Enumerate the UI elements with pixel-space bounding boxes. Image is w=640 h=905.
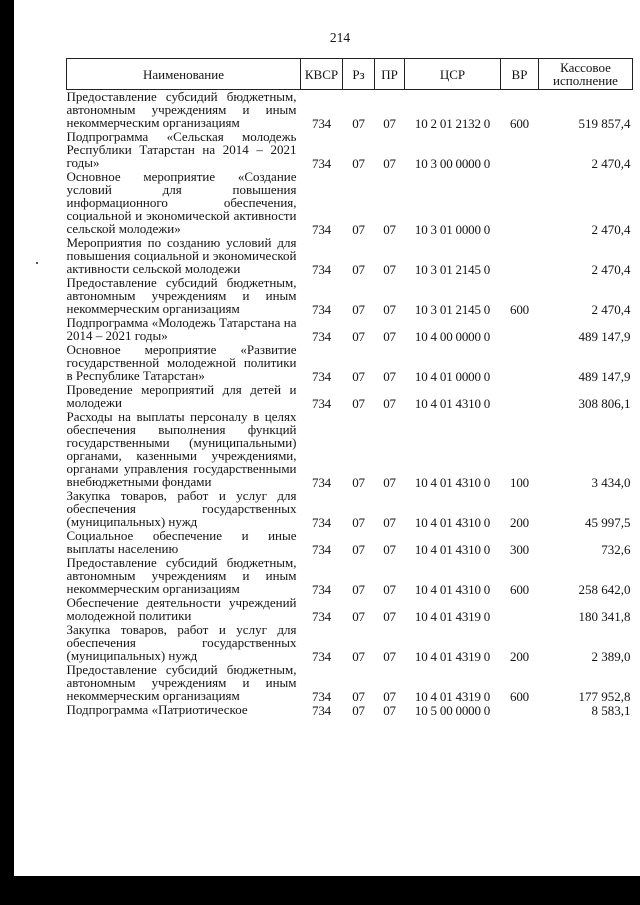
row-amount: 2 389,0 (591, 649, 631, 664)
table-header (67, 59, 633, 90)
row-kvsr: 734 (312, 582, 331, 597)
row-amount: 258 642,0 (578, 582, 631, 597)
row-kvsr: 734 (312, 262, 331, 277)
row-pr: 07 (383, 515, 396, 530)
row-kvsr: 734 (312, 116, 331, 131)
row-rz: 07 (352, 396, 365, 411)
budget-table (66, 58, 633, 717)
page-number: 214 (329, 30, 351, 45)
row-pr: 07 (383, 222, 396, 237)
row-csr: 10 4 01 4319 0 (414, 609, 491, 624)
row-rz: 07 (352, 222, 365, 237)
row-vr: 600 (510, 689, 529, 704)
row-vr: 200 (510, 649, 529, 664)
row-vr (501, 316, 539, 343)
row-vr: 600 (510, 116, 529, 131)
row-name: Обеспечение деятельности учреждений молодежной политики (66, 595, 297, 623)
row-csr: 10 3 01 2145 0 (414, 302, 491, 317)
row-csr: 10 3 01 0000 0 (414, 222, 491, 237)
row-vr (501, 130, 539, 170)
table-row (67, 596, 633, 623)
row-amount: 308 806,1 (578, 396, 631, 411)
row-kvsr: 734 (312, 649, 331, 664)
row-kvsr: 734 (312, 689, 331, 704)
row-name: Расходы на выплаты персоналу в целях обеспечения выполнения функций государственными (муниципальными) органами, казенными учреждениями, органами управления государственными внебюджетными фондами (66, 409, 297, 489)
row-rz: 07 (352, 156, 365, 171)
row-pr: 07 (383, 396, 396, 411)
row-amount: 3 434,0 (591, 475, 631, 490)
header-name: Наименование (67, 59, 301, 90)
row-amount: 2 470,4 (591, 302, 631, 317)
row-rz: 07 (352, 302, 365, 317)
scan-border-bottom (0, 876, 640, 905)
row-pr: 07 (383, 542, 396, 557)
row-pr: 07 (383, 116, 396, 131)
table-row (67, 556, 633, 596)
row-vr (501, 343, 539, 383)
row-name: Социальное обеспечение и иные выплаты населению (66, 528, 297, 556)
row-name: Предоставление субсидий бюджетным, автономным учреждениям и иным некоммерческим организациям (66, 662, 297, 703)
row-pr: 07 (383, 609, 396, 624)
table-row (67, 343, 633, 383)
row-pr: 07 (383, 369, 396, 384)
row-kvsr: 734 (312, 156, 331, 171)
row-amount: 489 147,9 (578, 329, 631, 344)
table-row (67, 703, 633, 717)
table-row (67, 529, 633, 556)
table-body (67, 90, 633, 718)
row-vr (501, 596, 539, 623)
header-kassa: Кассовое исполнение (539, 59, 633, 90)
row-kvsr: 734 (312, 222, 331, 237)
row-vr (501, 703, 539, 717)
row-pr: 07 (383, 262, 396, 277)
row-kvsr: 734 (312, 515, 331, 530)
row-csr: 10 4 00 0000 0 (414, 329, 491, 344)
row-pr: 07 (383, 475, 396, 490)
table-row (67, 90, 633, 131)
row-csr: 10 4 01 4310 0 (414, 475, 491, 490)
row-vr (501, 383, 539, 410)
row-name: Закупка товаров, работ и услуг для обеспечения государственных (муниципальных) нужд (66, 622, 297, 663)
row-amount: 8 583,1 (591, 703, 631, 718)
row-amount: 2 470,4 (591, 222, 631, 237)
row-rz: 07 (352, 475, 365, 490)
row-csr: 10 3 00 0000 0 (414, 156, 491, 171)
row-amount: 180 341,8 (578, 609, 631, 624)
row-rz: 07 (352, 262, 365, 277)
row-amount: 489 147,9 (578, 369, 631, 384)
row-name: Предоставление субсидий бюджетным, автономным учреждениям и иным некоммерческим организациям (66, 275, 297, 316)
row-rz: 07 (352, 689, 365, 704)
header-csr: ЦСР (405, 59, 501, 90)
header-rz: Рз (343, 59, 375, 90)
row-amount: 519 857,4 (578, 116, 631, 131)
table-row (67, 276, 633, 316)
row-rz: 07 (352, 649, 365, 664)
table-row (67, 316, 633, 343)
budget-table-sheet (66, 58, 632, 717)
table-row (67, 410, 633, 489)
row-csr: 10 4 01 4310 0 (414, 542, 491, 557)
row-name: Подпрограмма «Молодежь Татарстана на 2014 – 2021 годы» (66, 315, 297, 343)
row-csr: 10 4 01 4310 0 (414, 582, 491, 597)
row-amount: 45 997,5 (585, 515, 631, 530)
row-name: Предоставление субсидий бюджетным, автономным учреждениям и иным некоммерческим организациям (66, 89, 297, 130)
row-vr: 300 (510, 542, 529, 557)
row-rz: 07 (352, 703, 365, 718)
row-name: Проведение мероприятий для детей и молодежи (66, 382, 297, 410)
row-amount: 177 952,8 (578, 689, 631, 704)
row-kvsr: 734 (312, 396, 331, 411)
table-row (67, 170, 633, 236)
row-rz: 07 (352, 542, 365, 557)
row-kvsr: 734 (312, 542, 331, 557)
row-rz: 07 (352, 329, 365, 344)
scan-speck (36, 262, 38, 264)
row-vr: 600 (510, 302, 529, 317)
scan-border-left (0, 0, 14, 882)
row-rz: 07 (352, 609, 365, 624)
row-csr: 10 3 01 2145 0 (414, 262, 491, 277)
row-name: Закупка товаров, работ и услуг для обеспечения государственных (муниципальных) нужд (66, 488, 297, 529)
row-pr: 07 (383, 703, 396, 718)
row-pr: 07 (383, 156, 396, 171)
row-amount: 2 470,4 (591, 262, 631, 277)
row-kvsr: 734 (312, 329, 331, 344)
row-csr: 10 4 01 4310 0 (414, 515, 491, 530)
row-amount: 2 470,4 (591, 156, 631, 171)
row-pr: 07 (383, 649, 396, 664)
row-kvsr: 734 (312, 703, 331, 718)
table-row (67, 489, 633, 529)
row-vr: 600 (510, 582, 529, 597)
row-kvsr: 734 (312, 369, 331, 384)
table-row (67, 663, 633, 703)
row-rz: 07 (352, 116, 365, 131)
row-kvsr: 734 (312, 475, 331, 490)
row-rz: 07 (352, 582, 365, 597)
row-vr: 200 (510, 515, 529, 530)
row-rz: 07 (352, 369, 365, 384)
row-vr (501, 170, 539, 236)
header-vr: ВР (501, 59, 539, 90)
row-pr: 07 (383, 689, 396, 704)
row-csr: 10 4 01 0000 0 (414, 369, 491, 384)
row-amount: 732,6 (601, 542, 631, 557)
table-row (67, 623, 633, 663)
row-vr: 100 (510, 475, 529, 490)
header-pr: ПР (375, 59, 405, 90)
row-pr: 07 (383, 582, 396, 597)
row-vr (501, 236, 539, 276)
row-name: Подпрограмма «Патриотическое (66, 702, 248, 717)
table-row (67, 130, 633, 170)
row-name: Основное мероприятие «Создание условий для повышения информационного обеспечения, социальной и экономической активности сельской молодежи» (66, 169, 297, 236)
row-pr: 07 (383, 302, 396, 317)
row-csr: 10 5 00 0000 0 (414, 703, 491, 718)
row-csr: 10 2 01 2132 0 (414, 116, 491, 131)
row-name: Предоставление субсидий бюджетным, автономным учреждениям и иным некоммерческим организациям (66, 555, 297, 596)
row-kvsr: 734 (312, 302, 331, 317)
header-kvsr: КВСР (301, 59, 343, 90)
row-rz: 07 (352, 515, 365, 530)
header-row (67, 59, 633, 90)
row-name: Основное мероприятие «Развитие государственной молодежной политики в Республике Татарстан» (66, 342, 297, 383)
row-name: Подпрограмма «Сельская молодежь Республики Татарстан на 2014 – 2021 годы» (66, 129, 297, 170)
row-csr: 10 4 01 4319 0 (414, 689, 491, 704)
row-csr: 10 4 01 4310 0 (414, 396, 491, 411)
row-csr: 10 4 01 4319 0 (414, 649, 491, 664)
table-row (67, 383, 633, 410)
row-kvsr: 734 (312, 609, 331, 624)
table-row (67, 236, 633, 276)
row-pr: 07 (383, 329, 396, 344)
row-name: Мероприятия по созданию условий для повышения социальной и экономической активности сельской молодежи (66, 235, 297, 276)
